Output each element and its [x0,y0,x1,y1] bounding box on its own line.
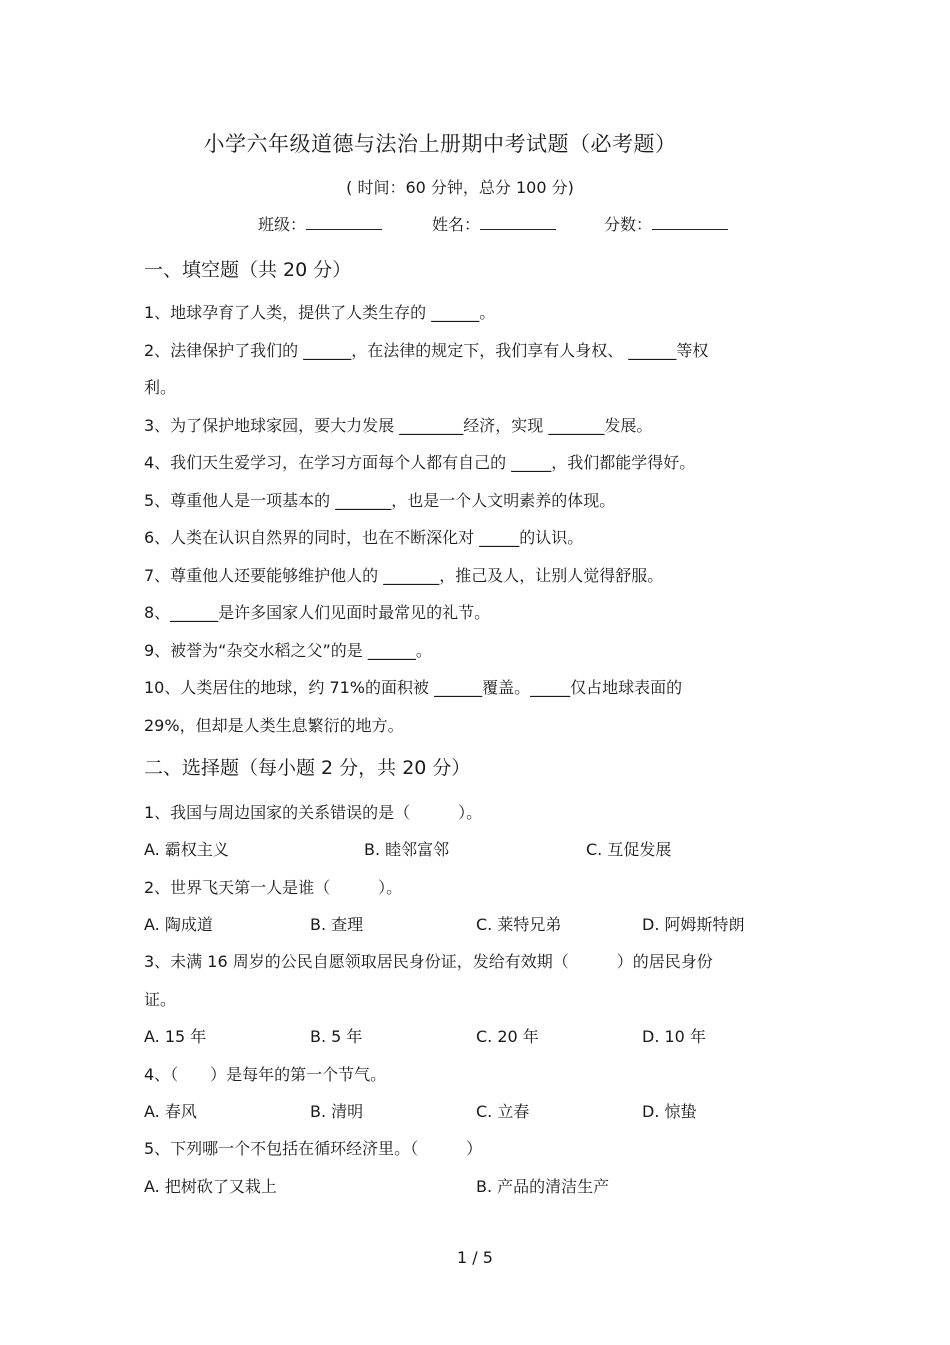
question-line: 5、下列哪一个不包括在循环经济里。（ ） [144,1139,483,1158]
question-line: 29%，但却是人类生息繁衍的地方。 [144,716,404,735]
question-line: 利。 [144,378,177,397]
score-field [604,212,728,235]
option-b: B. 5 年 [310,1027,363,1046]
question-line: 1、我国与周边国家的关系错误的是（ ）。 [144,803,483,822]
class-blank [306,215,382,230]
option-b: B. 清明 [310,1102,364,1121]
question-line: 5、尊重他人是一项基本的 _______，也是一个人文明素养的体现。 [144,491,616,510]
question-line: 1、地球孕育了人类，提供了人类生存的 ______。 [144,303,496,322]
option-d: D. 10 年 [642,1027,706,1046]
class-label: 班级： [258,215,307,234]
question-line: 8、______是许多国家人们见面时最常见的礼节。 [144,603,491,622]
question-line: 2、世界飞天第一人是谁（ ）。 [144,878,403,897]
question-line: 7、尊重他人还要能够维护他人的 _______，推己及人，让别人觉得舒服。 [144,566,664,585]
question-line: 6、人类在认识自然界的同时，也在不断深化对 _____的认识。 [144,528,584,547]
question-line: 2、法律保护了我们的 ______，在法律的规定下，我们享有人身权、 ______等权 [144,341,709,360]
option-b: B. 产品的清洁生产 [476,1177,610,1196]
question-line: 9、被誉为“杂交水稻之父”的是 ______。 [144,641,432,660]
name-field [432,212,556,235]
exam-meta: ( 时间：60 分钟，总分 100 分) [346,178,574,197]
page-title: 小学六年级道德与法治上册期中考试题（必考题） [203,132,677,156]
section-heading-choice: 二、选择题（每小题 2 分，共 20 分） [144,757,471,779]
page-number: 1 / 5 [457,1248,493,1267]
option-c: C. 莱特兄弟 [476,915,562,934]
option-b: B. 睦邻富邻 [364,840,450,859]
option-a: A. 霸权主义 [144,840,229,859]
option-a: A. 把树砍了又栽上 [144,1177,277,1196]
name-blank [480,215,556,230]
option-b: B. 查理 [310,915,364,934]
section-heading-fill-blank: 一、填空题（共 20 分） [144,259,352,281]
option-d: D. 阿姆斯特朗 [642,915,745,934]
question-line: 3、未满 16 周岁的公民自愿领取居民身份证，发给有效期（ ）的居民身份 [144,952,713,971]
score-label: 分数： [604,215,653,234]
question-line: 3、为了保护地球家园，要大力发展 ________经济，实现 _______发展。 [144,416,653,435]
question-line: 4、我们天生爱学习，在学习方面每个人都有自己的 _____，我们都能学得好。 [144,453,696,472]
option-c: C. 20 年 [476,1027,539,1046]
option-d: D. 惊蛰 [642,1102,697,1121]
class-field [258,212,382,235]
option-a: A. 15 年 [144,1027,207,1046]
option-a: A. 陶成道 [144,915,213,934]
score-blank [652,215,728,230]
question-line: 证。 [144,990,177,1009]
question-line: 10、人类居住的地球，约 71%的面积被 ______覆盖。_____仅占地球表面的 [144,678,683,697]
name-label: 姓名： [432,215,481,234]
question-line: 4、（ ）是每年的第一个节气。 [144,1065,387,1084]
option-c: C. 立春 [476,1102,530,1121]
option-c: C. 互促发展 [586,840,672,859]
option-a: A. 春风 [144,1102,197,1121]
